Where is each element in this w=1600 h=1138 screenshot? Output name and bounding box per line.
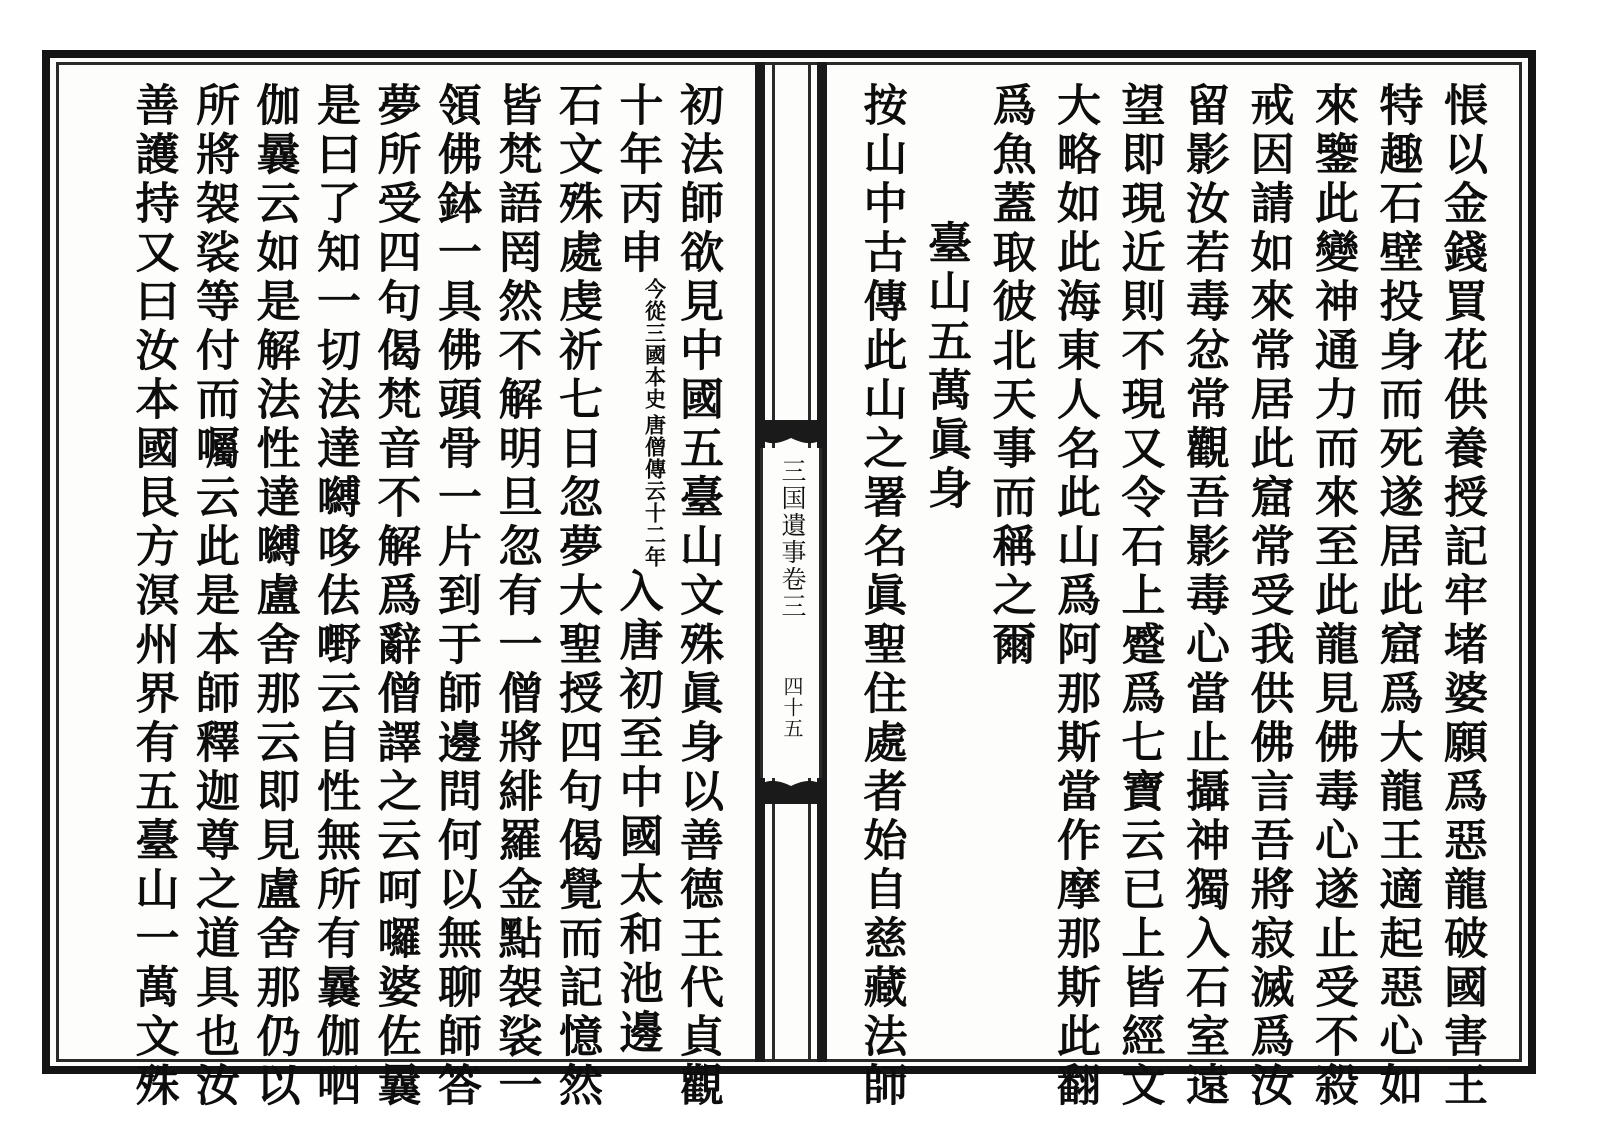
interlinear-note — [644, 278, 666, 568]
book-title-label: 三国遺事卷三 — [778, 458, 807, 620]
right-page-column: 按山中古傳此山之署名眞聖住處者始自慈藏法師 — [855, 82, 907, 1111]
column-text: 善護持又曰汝本國艮方溟州界有五臺山一萬文殊 — [127, 82, 179, 1111]
right-page-column: 特趣石壁投身而死遂居此窟爲大龍王適起惡心如 — [1371, 82, 1423, 1111]
right-page-column: 臺山五萬眞身 — [920, 220, 971, 514]
left-page-column — [305, 82, 363, 1111]
right-page-column: 留影汝若毒忿常觀吾影毒心當止攝神獨入石室遠 — [1178, 82, 1229, 1111]
column-text: 所將袈裟等付而囑云此是本師釋迦尊之道具也汝 — [188, 82, 239, 1111]
right-page-column: 爲魚蓋取彼北天事而稱之爾 — [984, 82, 1036, 670]
column-text: 夢所受四句偈梵音不解爲辭僧譯之云呵囉婆佐曩 — [369, 82, 421, 1111]
column-text: 領佛鉢一具佛頭骨一片到于師邊問何以無聊師答 — [430, 82, 481, 1111]
column-text: 石文殊處虔祈七日忽夢大聖授四句偈覺而記憶然 — [551, 82, 602, 1111]
column-text: 初法師欲見中國五臺山文殊眞身以善德王代貞觀 — [672, 82, 723, 1111]
left-page-column — [426, 82, 484, 1111]
column-text: 是曰了知一切法達嚩哆佉嘢云自性無所有曩伽呬 — [309, 82, 360, 1111]
page-number-label: 四十五 — [780, 676, 804, 739]
left-page-column — [184, 82, 242, 1111]
right-page-column: 悵以金錢買花供養授記牢堵婆願爲惡龍破國害王 — [1436, 82, 1487, 1111]
left-page-column — [547, 82, 605, 1111]
left-page-column — [124, 82, 182, 1111]
right-page-column: 大略如此海東人名此山爲阿那斯當作摩那斯此翻 — [1049, 82, 1100, 1111]
note-line: 今從三國本史 — [642, 278, 668, 410]
left-page-column — [487, 82, 545, 1111]
column-text: 入唐初至中國太和池邊 — [611, 568, 663, 1058]
right-page-column: 來鑒此變神通力而來至此龍見佛毒心遂止受不殺 — [1307, 82, 1358, 1111]
note-line: 唐僧傳云十二年 — [642, 414, 668, 568]
column-text: 皆梵語罔然不解明旦忽有一僧將緋羅金點袈裟一 — [490, 82, 542, 1111]
left-page-column — [366, 82, 424, 1111]
column-text: 十年丙申 — [611, 82, 663, 278]
column-text: 伽曩云如是解法性達嚩盧舍那云即見盧舍那仍以 — [248, 82, 300, 1111]
left-page-column — [668, 82, 726, 1111]
left-page-column — [608, 82, 666, 1058]
right-page-column: 戒因請如來常居此窟常受我供佛言吾將寂滅爲汝 — [1242, 82, 1294, 1111]
right-page-column: 望即現近則不現又令石上蹙爲七寶云已上皆經文 — [1113, 82, 1165, 1111]
left-page-column — [245, 82, 303, 1111]
